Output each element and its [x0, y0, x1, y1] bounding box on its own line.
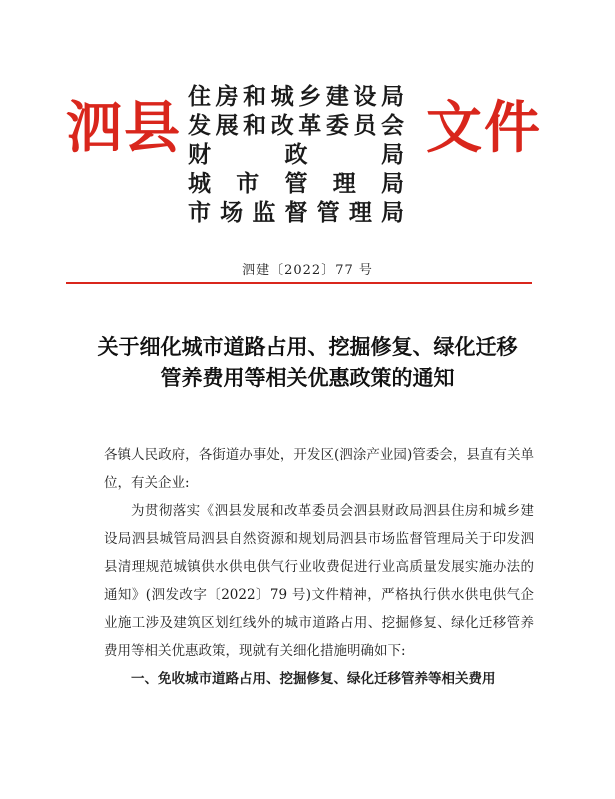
document-label: 文件 — [426, 95, 542, 161]
department-4: 城市管理局 — [188, 170, 404, 197]
document-body — [104, 441, 534, 693]
document-number: 泗建〔2022〕77 号 — [242, 263, 373, 278]
department-1: 住房和城乡建设局 — [188, 83, 404, 110]
department-2: 发展和改革委员会 — [188, 112, 404, 139]
title-line-2: 管养费用等相关优惠政策的通知 — [160, 365, 455, 390]
issuing-departments — [188, 82, 404, 227]
section-heading: 一、免收城市道路占用、挖掘修复、绿化迁移管养等相关费用 — [131, 671, 496, 687]
document-header — [0, 0, 615, 250]
department-3: 财政局 — [188, 141, 404, 168]
document-title — [40, 331, 575, 393]
red-divider — [66, 282, 532, 284]
title-line-1: 关于细化城市道路占用、挖掘修复、绿化迁移 — [97, 334, 518, 359]
county-name: 泗县 — [66, 95, 182, 161]
addressee: 各镇人民政府，各街道办事处，开发区(泗涂产业园)管委会，县直有关单位，有关企业: — [104, 447, 534, 491]
body-paragraph: 为贯彻落实《泗县发展和改革委员会泗县财政局泗县住房和城乡建设局泗县城管局泗县自然资源和规划局泗县市场监督管理局关于印发泗县清理规范城镇供水供电供气行业收费促进行业高质量发展实施办法的通知》(泗发改字〔2022〕79 号)文件精神，严格执行供水供电供气企业施工涉及建筑区划红线外的城市道路占用、挖掘修复、绿化迁移管养费用等相关优惠政策，现就有关细化措施明确如下: — [104, 503, 534, 659]
department-5: 市场监督管理局 — [188, 199, 404, 226]
